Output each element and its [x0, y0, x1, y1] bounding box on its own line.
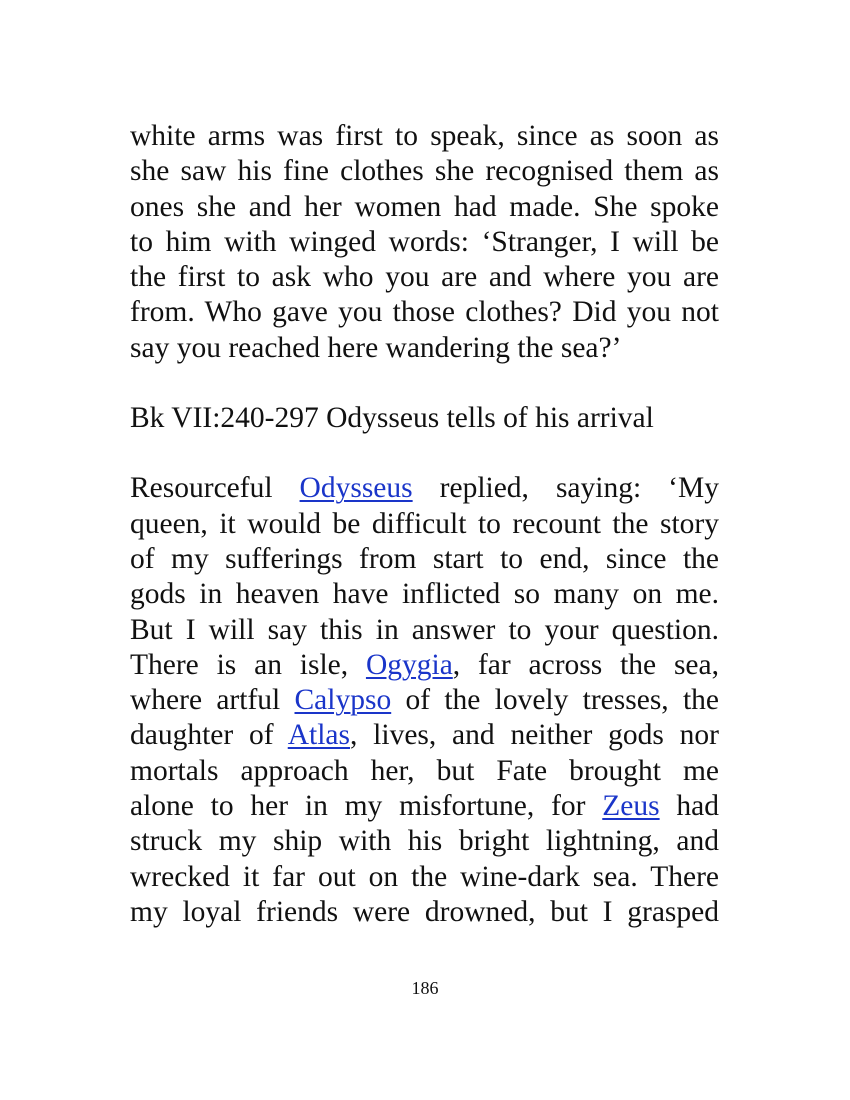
link-odysseus[interactable]: Odysseus	[299, 472, 413, 505]
text-line: gods in heaven have inflicted so many on me.	[130, 578, 719, 611]
text-line: my loyal friends were drowned, but I grasped	[130, 895, 719, 928]
page-body	[130, 119, 719, 930]
text-line: say you reached here wandering the sea?’	[130, 331, 622, 364]
text-line: of my sufferings from start to end, since the	[130, 542, 719, 575]
paragraph-intro	[130, 119, 719, 366]
link-calypso[interactable]: Calypso	[294, 684, 392, 717]
link-atlas[interactable]: Atlas	[287, 719, 351, 752]
text-line: But I will say this in answer to your question.	[130, 613, 719, 646]
text-line: alone to her in my misfortune, for Zeus had	[130, 790, 719, 823]
text-line: There is an isle, Ogygia, far across the sea,	[130, 648, 719, 681]
text-line: white arms was first to speak, since as soon as	[130, 120, 719, 152]
link-zeus[interactable]: Zeus	[602, 790, 660, 823]
text-line: daughter of Atlas, lives, and neither gods nor	[130, 719, 719, 752]
text-line: ones she and her women had made. She spoke	[130, 190, 719, 223]
text-line: where artful Calypso of the lovely tresses, the	[130, 684, 719, 717]
section-heading: Bk VII:240-297 Odysseus tells of his arrival	[130, 402, 654, 435]
text-line: from. Who gave you those clothes? Did you not	[130, 296, 719, 329]
text-line: struck my ship with his bright lightning, and	[130, 825, 719, 858]
text-line: queen, it would be difficult to recount the story	[130, 507, 719, 540]
text-line: Resourceful Odysseus replied, saying: ‘My	[130, 472, 719, 505]
text-line: wrecked it far out on the wine-dark sea. There	[130, 860, 719, 893]
text-line: to him with winged words: ‘Stranger, I will be	[130, 225, 719, 258]
text-line: the first to ask who you are and where you are	[130, 261, 719, 294]
page-number: 186	[411, 978, 439, 998]
paragraph-main	[130, 471, 719, 930]
text-line: mortals approach her, but Fate brought me	[130, 754, 719, 787]
link-ogygia[interactable]: Ogygia	[365, 648, 453, 681]
text-line: she saw his fine clothes she recognised them as	[130, 155, 719, 188]
